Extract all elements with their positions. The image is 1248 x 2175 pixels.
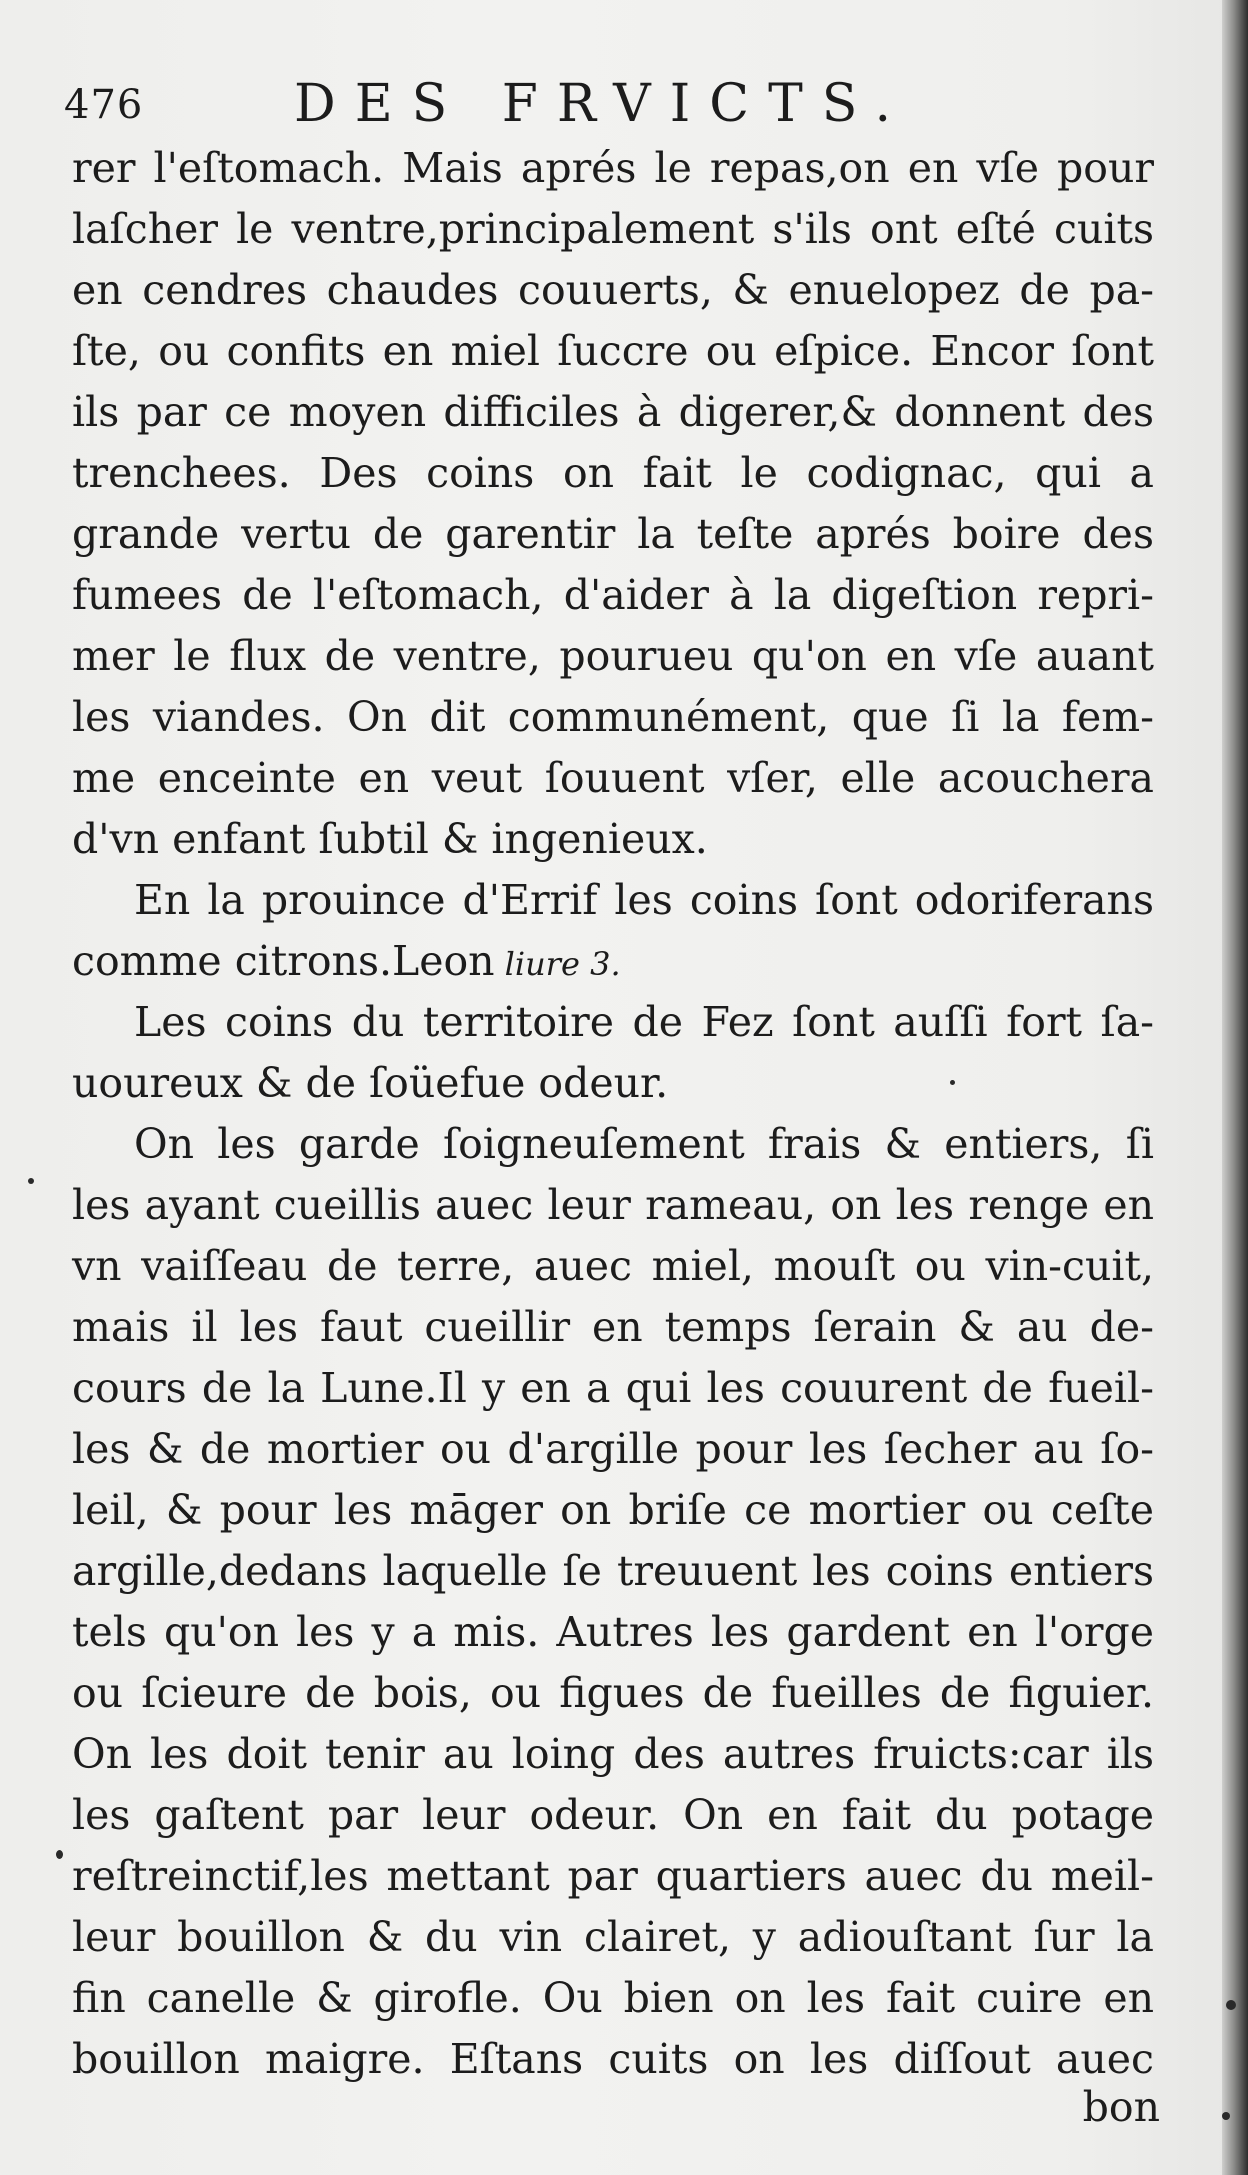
text-line: les viandes. On dit communément, que ſi la fem- (72, 693, 1154, 741)
text-line: me enceinte en veut ſouuent vſer, elle acouchera (72, 754, 1154, 802)
ink-speck (56, 1850, 63, 1859)
ink-speck (1222, 2112, 1230, 2120)
text-line: reſtreinctif,les mettant par quartiers auec du meil- (72, 1852, 1154, 1900)
binding-gutter-shadow (1222, 0, 1248, 2175)
text-line: mais il les faut cueillir en temps ſerain & au de- (72, 1303, 1154, 1351)
text-line: fin canelle & girofle. Ou bien on les fait cuire en (72, 1974, 1154, 2022)
text-line: ils par ce moyen difficiles à digerer,& donnent des (72, 388, 1154, 436)
ink-speck (1226, 2000, 1236, 2010)
text-line-paragraph-start: Les coins du territoire de Fez ſont auſſi fort ſa- (134, 998, 1154, 1046)
text-line: argille,dedans laquelle ſe treuuent les coins entiers (72, 1547, 1154, 1595)
catchword: bon (1082, 2083, 1160, 2131)
text-line-paragraph-end (72, 931, 1154, 992)
text-line-paragraph-start: On les garde ſoigneuſement frais & entiers, ſi (134, 1120, 1154, 1168)
text-line: ſte, ou confits en miel ſuccre ou eſpice. Encor ſont (72, 327, 1154, 375)
text-line-paragraph-end: d'vn enfant ſubtil & ingenieux. (72, 815, 708, 863)
text-line-paragraph-end: uoureux & de ſoüefue odeur. (72, 1059, 669, 1107)
text-line: vn vaiſſeau de terre, auec miel, mouſt ou vin-cuit, (72, 1242, 1154, 1290)
text-line: mer le flux de ventre, pourueu qu'on en vſe auant (72, 632, 1154, 680)
text-line: bouillon maigre. Eſtans cuits on les diſſout auec (72, 2035, 1154, 2083)
text-line-paragraph-start: En la prouince d'Errif les coins ſont odoriferans (134, 876, 1154, 924)
text-line: en cendres chaudes couuerts, & enuelopez de pa- (72, 266, 1154, 314)
text-line: ou ſcieure de bois, ou figues de fueilles de figuier. (72, 1669, 1154, 1717)
text-line: cours de la Lune.Il y en a qui les couurent de fueil- (72, 1364, 1154, 1412)
running-title: DES FRVICTS. (294, 74, 911, 134)
text-line: leur bouillon & du vin clairet, y adiouſtant ſur la (72, 1913, 1154, 1961)
main-text (72, 138, 1154, 2090)
leon-citation-text: comme citrons.Leon (72, 937, 495, 985)
text-line: tels qu'on les y a mis. Autres les gardent en l'orge (72, 1608, 1154, 1656)
text-line: laſcher le ventre,principalement s'ils ont eſté cuits (72, 205, 1154, 253)
text-line: On les doit tenir au loing des autres fruicts:car ils (72, 1730, 1154, 1778)
ink-speck (28, 1178, 34, 1184)
page-header (64, 74, 1144, 138)
text-line: leil, & pour les māger on briſe ce mortier ou ceſte (72, 1486, 1154, 1534)
ink-speck (950, 1080, 955, 1085)
text-line: rer l'eſtomach. Mais aprés le repas,on en vſe pour (72, 144, 1154, 192)
text-line: les gaſtent par leur odeur. On en fait du potage (72, 1791, 1154, 1839)
text-line: les & de mortier ou d'argille pour les ſecher au ſo- (72, 1425, 1154, 1473)
text-line: trenchees. Des coins on fait le codignac, qui a (72, 449, 1154, 497)
leon-book-reference: liure 3. (504, 945, 621, 983)
page-number: 476 (64, 82, 144, 128)
text-line: grande vertu de garentir la teſte aprés boire des (72, 510, 1154, 558)
text-line: les ayant cueillis auec leur rameau, on les renge en (72, 1181, 1154, 1229)
text-line: fumees de l'eſtomach, d'aider à la digeſtion repri- (72, 571, 1154, 619)
